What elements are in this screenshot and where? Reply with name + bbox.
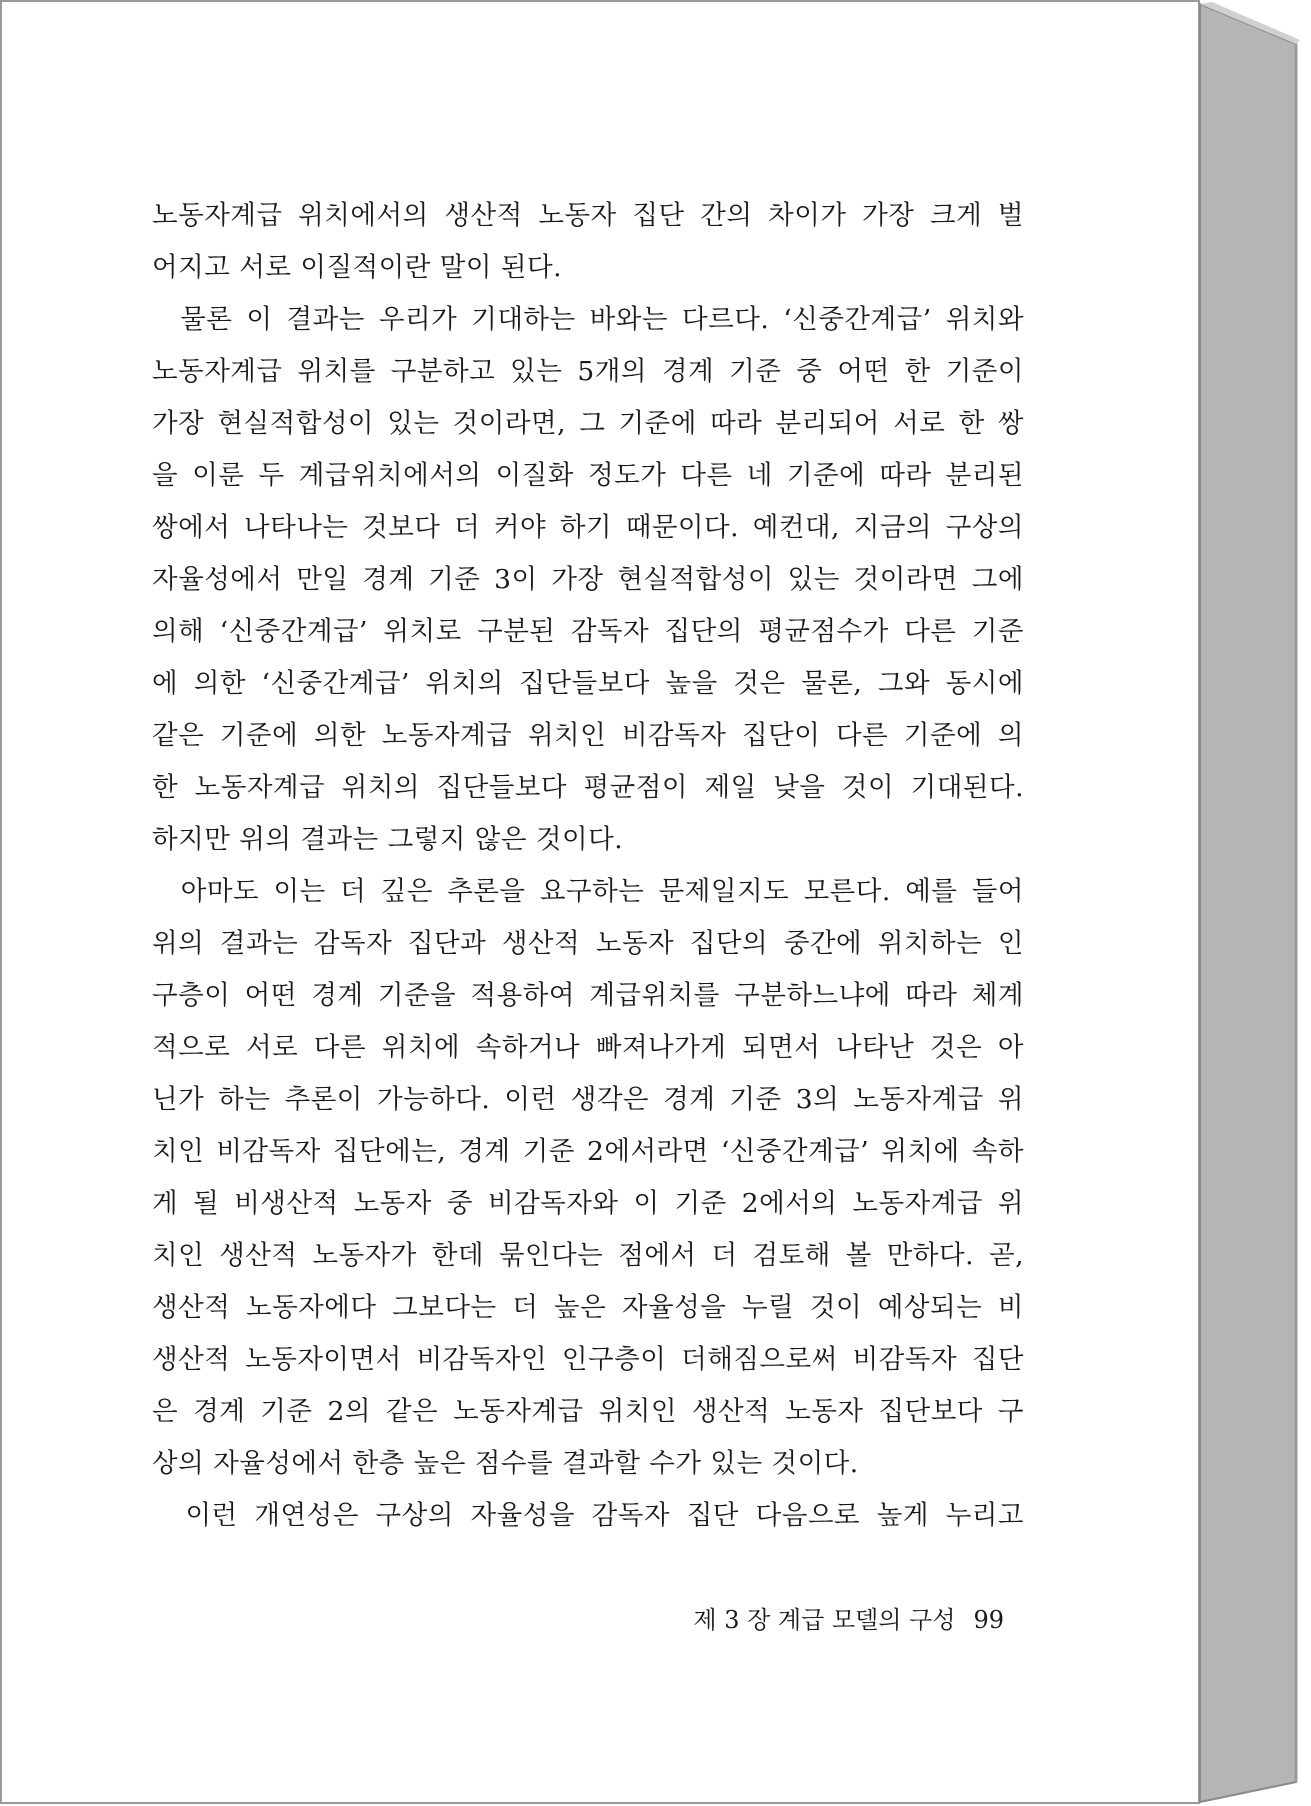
- text-line: 위의 결과는 감독자 집단과 생산적 노동자 집단의 중간에 위치하는 인: [152, 928, 1024, 959]
- page-number: 99: [973, 1606, 1004, 1634]
- text-line: 노동자계급 위치를 구분하고 있는 5개의 경계 기준 중 어떤 한 기준이: [152, 356, 1024, 387]
- text-line: 이런 개연성은 구상의 자율성을 감독자 집단 다음으로 높게 누리고: [152, 1500, 1024, 1531]
- text-line: 생산적 노동자에다 그보다는 더 높은 자율성을 누릴 것이 예상되는 비: [152, 1292, 1024, 1323]
- text-line: 닌가 하는 추론이 가능하다. 이런 생각은 경계 기준 3의 노동자계급 위: [152, 1084, 1024, 1115]
- text-line: 물론 이 결과는 우리가 기대하는 바와는 다르다. ‘신중간계급’ 위치와: [152, 304, 1024, 335]
- text-line: 한 노동자계급 위치의 집단들보다 평균점이 제일 낮을 것이 기대된다.: [152, 772, 1024, 803]
- text-line: 에 의한 ‘신중간계급’ 위치의 집단들보다 높을 것은 물론, 그와 동시에: [152, 668, 1024, 699]
- text-line: 을 이룬 두 계급위치에서의 이질화 정도가 다른 네 기준에 따라 분리된: [152, 460, 1024, 491]
- chapter-title: 제 3 장 계급 모델의 구성: [693, 1606, 956, 1634]
- text-line: 같은 기준에 의한 노동자계급 위치인 비감독자 집단이 다른 기준에 의: [152, 720, 1024, 751]
- text-line: 하지만 위의 결과는 그렇지 않은 것이다.: [152, 824, 624, 855]
- text-line: 아마도 이는 더 깊은 추론을 요구하는 문제일지도 모른다. 예를 들어: [152, 876, 1024, 907]
- text-line: 상의 자율성에서 한층 높은 점수를 결과할 수가 있는 것이다.: [152, 1448, 859, 1479]
- text-line: 적으로 서로 다른 위치에 속하거나 빠져나가게 되면서 나타난 것은 아: [152, 1032, 1024, 1063]
- text-line: 어지고 서로 이질적이란 말이 된다.: [152, 252, 563, 283]
- text-line: 쌍에서 나타나는 것보다 더 커야 하기 때문이다. 예컨대, 지금의 구상의: [152, 512, 1024, 543]
- text-line: 구층이 어떤 경계 기준을 적용하여 계급위치를 구분하느냐에 따라 체계: [152, 980, 1024, 1011]
- text-line: 치인 생산적 노동자가 한데 묶인다는 점에서 더 검토해 볼 만하다. 곧,: [152, 1240, 1024, 1271]
- text-line: 치인 비감독자 집단에는, 경계 기준 2에서라면 ‘신중간계급’ 위치에 속하: [152, 1136, 1024, 1167]
- text-line: 가장 현실적합성이 있는 것이라면, 그 기준에 따라 분리되어 서로 한 쌍: [152, 408, 1024, 439]
- text-line: 생산적 노동자이면서 비감독자인 인구층이 더해짐으로써 비감독자 집단: [152, 1344, 1024, 1375]
- text-line: 은 경계 기준 2의 같은 노동자계급 위치인 생산적 노동자 집단보다 구: [152, 1396, 1024, 1427]
- text-line: 의해 ‘신중간계급’ 위치로 구분된 감독자 집단의 평균점수가 다른 기준: [152, 616, 1024, 647]
- text-line: 게 될 비생산적 노동자 중 비감독자와 이 기준 2에서의 노동자계급 위: [152, 1188, 1024, 1219]
- text-line: 노동자계급 위치에서의 생산적 노동자 집단 간의 차이가 가장 크게 벌: [152, 200, 1024, 231]
- text-line: 자율성에서 만일 경계 기준 3이 가장 현실적합성이 있는 것이라면 그에: [152, 564, 1024, 595]
